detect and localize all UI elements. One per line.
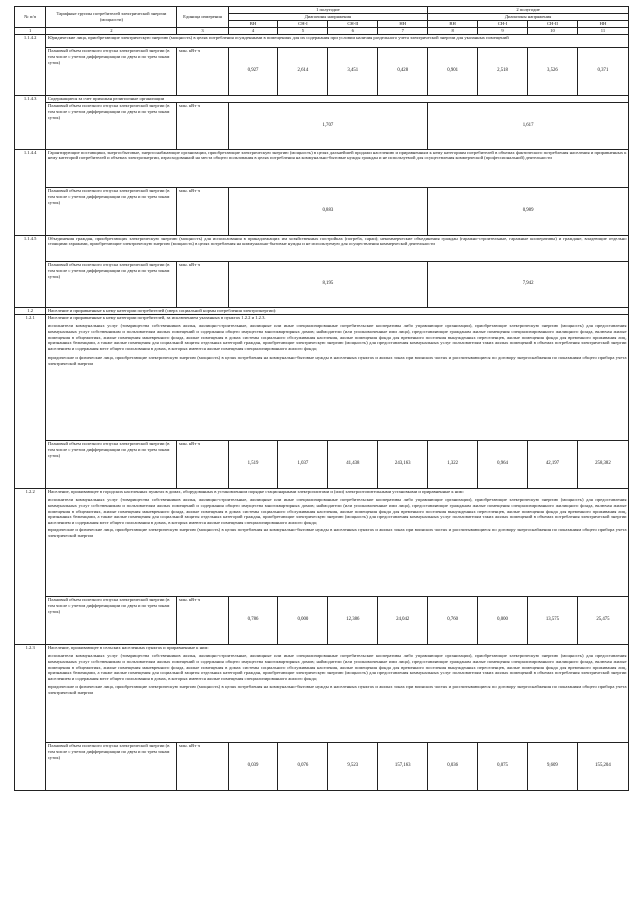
row-description-contractors: исполнители коммунальных услуг (товарищества собственников жилья, жилищно-строительные, жилищные или иные специализированные потребительские кооперативы либо управляющие организации), приобретающие электрическую энергию (мощность) для предоставления коммунальных услуг собственникам и пользователям жилых помещений и содержания общего имущества многоквартирных домов; наймодатели (или уполномоченные ими лица), предоставляющие гражданам жилые помещения специализированного жилищного фонда, включая жилые помещения в общежитиях, жилые помещения маневренного фонда, жилые помещения в домах системы социального обслуживания населения, жилые помещения фонда для временного поселения вынужденных переселенцев, жилые помещения фонда для временного проживания лиц, признанных беженцами, а также жилые помещения для социальной защиты отдельных категорий граждан, приобретающие электрическую энергию (мощность) для предоставления коммунальных услуг пользователям таких жилых помещений в объемах потребления электрической энергии населением и содержания мест общего пользования в домах, в которых имеются жилые помещения специализированного жилого фонда; <box>47 323 627 352</box>
plan-label: Плановый объем полезного отпуска электрической энергии (в том числе с учетом дифференциации по двум и по трем зонам суток) <box>46 187 177 235</box>
value-cell: 3,451 <box>328 47 378 95</box>
value-cell: 0,000 <box>478 596 528 644</box>
row-number: 1.2.3 <box>15 644 46 790</box>
row-description-intro: Население и приравненные к нему категории потребителей, за исключением указанных в пунктах 1.2.2 и 1.2.3. <box>47 314 266 320</box>
value-cell: 0,075 <box>478 742 528 790</box>
value-cell: 1,037 <box>278 440 328 488</box>
value-cell: 1,519 <box>228 440 278 488</box>
row-number: 1.2.1 <box>15 314 46 488</box>
value-cell: 9,523 <box>328 742 378 790</box>
row-description-intro: Население, проживающее в городских населенных пунктах в домах, оборудованных в установленном порядке стационарными электроплитами и (или) электроотопительными установками и приравненные к ним: <box>47 488 464 494</box>
row-number: 1.2 <box>15 307 46 314</box>
colnum: 4 <box>228 28 278 35</box>
value-cell: 12,386 <box>328 596 378 644</box>
value-cell: 3,526 <box>527 47 577 95</box>
level-nn-2: НН <box>577 21 628 28</box>
value-cell: 1,707 <box>228 102 428 149</box>
unit-cell: млн. кВт·ч <box>177 187 228 235</box>
unit-cell: млн. кВт·ч <box>177 440 228 488</box>
row-description: Объединения граждан, приобретающих электрическую энергию (мощность) для использования в принадлежащих им хозяйственных постройках (погреба, сараи); некоммерческие объединения граждан (гаражно-строительные, гаражные кооперативы) и граждане, владеющие отдельно стоящими гаражами, приобретающие электрическую энергию (мощность) в целях потребления на коммунально-бытовые нужды и не используемую для осуществления коммерческой деятельности <box>46 235 629 261</box>
row-description-contractors: исполнители коммунальных услуг (товарищества собственников жилья, жилищно-строительные, жилищные или иные специализированные потребительские кооперативы либо управляющие организации), приобретающие электрическую энергию (мощность) для предоставления коммунальных услуг собственникам и пользователям жилых помещений и содержания общего имущества многоквартирных домов; наймодатели (или уполномоченные ими лица), предоставляющие гражданам жилые помещения специализированного жилищного фонда, включая жилые помещения в общежитиях, жилые помещения маневренного фонда, жилые помещения в домах системы социального обслуживания населения, жилые помещения фонда для временного поселения вынужденных переселенцев, жилые помещения фонда для временного проживания лиц, признанных беженцами, а также жилые помещения для социальной защиты отдельных категорий граждан, приобретающие электрическую энергию (мощность) для предоставления коммунальных услуг пользователям таких жилых помещений в объемах потребления электрической энергии населением и содержания мест общего пользования в домах, в которых имеются жилые помещения специализированного жилого фонда; <box>47 497 627 526</box>
unit-cell: млн. кВт·ч <box>177 596 228 644</box>
row-number: 1.1.4.4 <box>15 149 46 235</box>
header-no: № п/п <box>15 7 46 28</box>
row-description <box>46 644 629 742</box>
level-sn1-1: СН-I <box>278 21 328 28</box>
row-description-legal: юридические и физические лица, приобретающие электрическую энергию (мощность) в целях потребления на коммунально-бытовые нужды в населенных пунктах и жилых зонах при воинских частях и рассчитывающиеся по договору энергоснабжения по показаниям общего прибора учета электрической энергии <box>47 354 627 366</box>
row-description: Гарантирующие поставщики, энергосбытовые, энергоснабжающие организации, приобретающие электрическую энергию (мощность) в целях дальнейшей продажи населению и приравненным к нему категориям потребителей в объемах фактического потребления населения и приравненных к нему категорий потребителей и объемах электроэнергии, израсходованной на места общего пользования в целях потребления на коммунально-бытовые нужды граждан и не используемой для осуществления коммерческой (профессиональной) деятельности <box>46 149 629 187</box>
header-range-1: Диапазоны напряжения <box>228 14 428 21</box>
value-cell: 0,964 <box>478 440 528 488</box>
value-cell: 1,617 <box>428 102 629 149</box>
plan-label: Плановый объем полезного отпуска электрической энергии (в том числе с учетом дифференциации по двум и по трем зонам суток) <box>46 47 177 95</box>
row-number: 1.1.4.5 <box>15 235 46 307</box>
row-description: Население и приравненные к нему категории потребителей (сверх социальной нормы потребления электроэнергии): <box>46 307 629 314</box>
header-half2: 2 полугодие <box>428 7 629 14</box>
row-description <box>46 314 629 440</box>
colnum: 3 <box>177 28 228 35</box>
value-cell: 42,197 <box>527 440 577 488</box>
value-cell: 0,000 <box>278 596 328 644</box>
value-cell: 0,927 <box>228 47 278 95</box>
colnum: 6 <box>328 28 378 35</box>
tariff-table <box>14 6 629 791</box>
value-cell: 2,614 <box>278 47 328 95</box>
value-cell: 0,076 <box>278 742 328 790</box>
plan-label: Плановый объем полезного отпуска электрической энергии (в том числе с учетом дифференциации по двум и по трем зонам суток) <box>46 261 177 307</box>
row-description-intro: Население, проживающее в сельских населенных пунктах и приравненные к ним: <box>47 644 209 650</box>
row-description-contractors: исполнители коммунальных услуг (товарищества собственников жилья, жилищно-строительные, жилищные или иные специализированные потребительские кооперативы либо управляющие организации), приобретающие электрическую энергию (мощность) для предоставления коммунальных услуг собственникам и пользователям жилых помещений и содержания общего имущества многоквартирных домов; наймодатели (или уполномоченные ими лица), предоставляющие гражданам жилые помещения специализированного жилищного фонда, включая жилые помещения в общежитиях, жилые помещения маневренного фонда, жилые помещения в домах системы социального обслуживания населения, жилые помещения фонда для временного поселения вынужденных переселенцев, жилые помещения фонда для временного проживания лиц, признанных беженцами, а также жилые помещения для социальной защиты отдельных категорий граждан, приобретающие электрическую энергию (мощность) для предоставления коммунальных услуг пользователям таких жилых помещений в объемах потребления электрической энергии населением и содержания мест общего пользования в домах, в которых имеются жилые помещения специализированного жилого фонда; <box>47 653 627 682</box>
plan-label: Плановый объем полезного отпуска электрической энергии (в том числе с учетом дифференциации по двум и по трем зонам суток) <box>46 102 177 149</box>
tariff-table-page <box>14 6 629 791</box>
colnum: 9 <box>478 28 528 35</box>
row-number: 1.1.4.3 <box>15 95 46 149</box>
value-cell: 0,901 <box>428 47 478 95</box>
colnum: 8 <box>428 28 478 35</box>
value-cell: 7,942 <box>428 261 629 307</box>
value-cell: 0,039 <box>228 742 278 790</box>
header-half1: 1 полугодие <box>228 7 428 14</box>
colnum: 5 <box>278 28 328 35</box>
row-number: 1.1.4.2 <box>15 34 46 95</box>
unit-cell: млн. кВт·ч <box>177 102 228 149</box>
level-sn1-2: СН-I <box>478 21 528 28</box>
value-cell: 243,163 <box>378 440 428 488</box>
value-cell: 2,518 <box>478 47 528 95</box>
row-description-legal: юридические и физические лица, приобретающие электрическую энергию (мощность) в целях потребления на коммунально-бытовые нужды в населенных пунктах и жилых зонах при воинских частях и рассчитывающиеся по договору энергоснабжения по показаниям общего прибора учета электрической энергии <box>47 526 627 538</box>
header-range-2: Диапазоны напряжения <box>428 14 629 21</box>
value-cell: 24,042 <box>378 596 428 644</box>
value-cell: 0,428 <box>378 47 428 95</box>
value-cell: 258,382 <box>577 440 628 488</box>
unit-cell: млн. кВт·ч <box>177 47 228 95</box>
column-numbers-row <box>15 28 629 35</box>
value-cell: 0,883 <box>228 187 428 235</box>
value-cell: 155,204 <box>577 742 628 790</box>
colnum: 10 <box>527 28 577 35</box>
header-group: Тарифные группы потребителей электрической энергии (мощности) <box>46 7 177 28</box>
value-cell: 8,195 <box>228 261 428 307</box>
level-nn-1: НН <box>378 21 428 28</box>
row-description: Содержащиеся за счет прихожан религиозные организации <box>46 95 629 102</box>
plan-label: Плановый объем полезного отпуска электрической энергии (в том числе с учетом дифференциации по двум и по трем зонам суток) <box>46 440 177 488</box>
colnum: 2 <box>46 28 177 35</box>
value-cell: 41,438 <box>328 440 378 488</box>
colnum: 1 <box>15 28 46 35</box>
value-cell: 0,371 <box>577 47 628 95</box>
level-vn-2: ВН <box>428 21 478 28</box>
value-cell: 13,575 <box>527 596 577 644</box>
value-cell: 0,989 <box>428 187 629 235</box>
colnum: 7 <box>378 28 428 35</box>
value-cell: 25,475 <box>577 596 628 644</box>
level-sn2-1: СН-II <box>328 21 378 28</box>
value-cell: 0,760 <box>428 596 478 644</box>
plan-label: Плановый объем полезного отпуска электрической энергии (в том числе с учетом дифференциации по двум и по трем зонам суток) <box>46 596 177 644</box>
value-cell: 157,163 <box>378 742 428 790</box>
colnum: 11 <box>577 28 628 35</box>
value-cell: 9,609 <box>527 742 577 790</box>
value-cell: 1,322 <box>428 440 478 488</box>
level-sn2-2: СН-II <box>527 21 577 28</box>
value-cell: 0,786 <box>228 596 278 644</box>
row-description: Юридические лица, приобретающие электрическую энергию (мощность) в целях потребления осужденными в помещениях для их содержания при условии наличия раздельного учета электрической энергии для указанных помещений <box>46 34 629 47</box>
value-cell: 0,036 <box>428 742 478 790</box>
level-vn-1: ВН <box>228 21 278 28</box>
header-unit: Единица измерения <box>177 7 228 28</box>
unit-cell: млн. кВт·ч <box>177 261 228 307</box>
row-description <box>46 488 629 596</box>
plan-label: Плановый объем полезного отпуска электрической энергии (в том числе с учетом дифференциации по двум и по трем зонам суток) <box>46 742 177 790</box>
unit-cell: млн. кВт·ч <box>177 742 228 790</box>
row-number: 1.2.2 <box>15 488 46 644</box>
row-description-legal: юридические и физические лица, приобретающие электрическую энергию (мощность) в целях потребления на коммунально-бытовые нужды в населенных пунктах и жилых зонах при воинских частях и рассчитывающиеся по договору энергоснабжения по показаниям общего прибора учета электрической энергии <box>47 683 627 695</box>
